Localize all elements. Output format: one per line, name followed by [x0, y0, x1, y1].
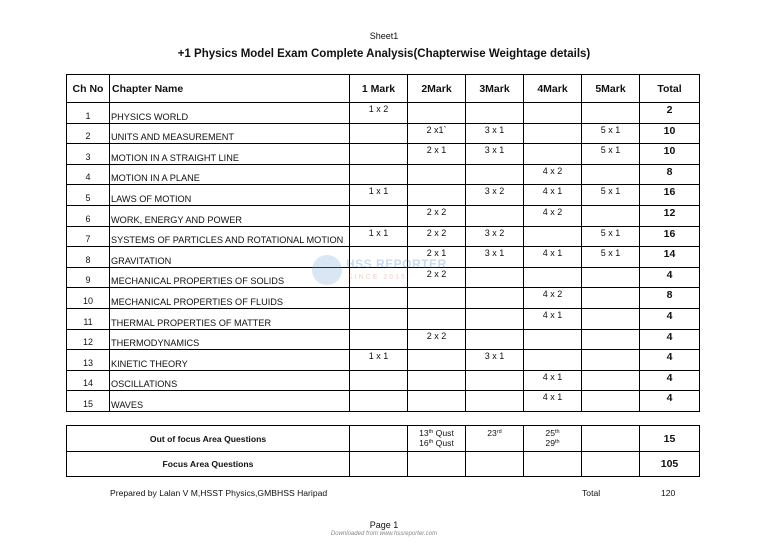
cell-1-mark	[350, 267, 408, 288]
cell-2-mark: 2 x 2	[408, 226, 466, 247]
table-row	[67, 123, 700, 144]
cell-3-mark	[466, 267, 524, 288]
cell-3-mark	[466, 103, 524, 124]
summary-table	[66, 425, 700, 477]
cell-2-mark	[408, 308, 466, 329]
cell-2-mark: 2 x1`	[408, 123, 466, 144]
cell-3-mark	[466, 370, 524, 391]
cell-2-mark	[408, 391, 466, 412]
cell-chapter-name: WAVES	[110, 391, 350, 412]
cell-2-mark	[408, 103, 466, 124]
table-row	[67, 103, 700, 124]
table-row	[67, 144, 700, 165]
cell-1-mark	[350, 288, 408, 309]
cell-2-mark	[408, 370, 466, 391]
page-number: Page 1	[369, 520, 399, 530]
cell-ch-no: 12	[67, 329, 110, 350]
cell-total: 4	[640, 350, 700, 371]
cell-3-mark	[466, 205, 524, 226]
cell-1-mark	[350, 247, 408, 268]
cell-chapter-name: SYSTEMS OF PARTICLES AND ROTATIONAL MOTION	[110, 226, 350, 247]
cell-5-mark	[582, 103, 640, 124]
table-row	[67, 185, 700, 206]
cell-4-mark	[524, 267, 582, 288]
cell-3-mark	[466, 391, 524, 412]
cell-5-mark	[582, 370, 640, 391]
focus-total: 105	[640, 452, 700, 477]
col-header-5-mark: 5Mark	[582, 75, 640, 103]
cell-chapter-name: MOTION IN A STRAIGHT LINE	[110, 144, 350, 165]
cell-chapter-name: WORK, ENERGY AND POWER	[110, 205, 350, 226]
cell-3-mark: 3 x 1	[466, 247, 524, 268]
table-row	[67, 164, 700, 185]
out-of-focus-2-mark-q1-text: Qust	[433, 428, 454, 438]
focus-2-mark	[408, 452, 466, 477]
cell-5-mark: 5 x 1	[582, 123, 640, 144]
out-of-focus-label: Out of focus Area Questions	[67, 426, 350, 452]
cell-ch-no: 9	[67, 267, 110, 288]
cell-4-mark	[524, 226, 582, 247]
out-of-focus-4-mark	[524, 426, 582, 452]
cell-5-mark	[582, 350, 640, 371]
cell-3-mark	[466, 308, 524, 329]
out-of-focus-2-mark-q2-sup: th	[428, 439, 434, 445]
cell-4-mark	[524, 329, 582, 350]
cell-5-mark: 5 x 1	[582, 247, 640, 268]
cell-5-mark	[582, 288, 640, 309]
cell-1-mark	[350, 391, 408, 412]
cell-3-mark: 3 x 1	[466, 144, 524, 165]
cell-chapter-name: GRAVITATION	[110, 247, 350, 268]
cell-5-mark: 5 x 1	[582, 226, 640, 247]
cell-total: 16	[640, 185, 700, 206]
out-of-focus-total: 15	[640, 426, 700, 452]
cell-ch-no: 8	[67, 247, 110, 268]
out-of-focus-4-mark-q2-sup: th	[554, 439, 560, 445]
cell-total: 4	[640, 370, 700, 391]
cell-total: 8	[640, 288, 700, 309]
cell-ch-no: 10	[67, 288, 110, 309]
cell-total: 10	[640, 123, 700, 144]
cell-total: 2	[640, 103, 700, 124]
table-row	[67, 350, 700, 371]
watermark-line2: SINCE 2015	[348, 274, 407, 281]
cell-ch-no: 11	[67, 308, 110, 329]
cell-chapter-name: MECHANICAL PROPERTIES OF FLUIDS	[110, 288, 350, 309]
grand-total-value: 120	[661, 488, 676, 498]
cell-1-mark: 1 x 2	[350, 103, 408, 124]
cell-chapter-name: MECHANICAL PROPERTIES OF SOLIDS	[110, 267, 350, 288]
cell-2-mark: 2 x 1	[408, 247, 466, 268]
table-row	[67, 267, 700, 288]
cell-ch-no: 6	[67, 205, 110, 226]
cell-3-mark: 3 x 2	[466, 226, 524, 247]
cell-chapter-name: PHYSICS WORLD	[110, 103, 350, 124]
col-header-chapter-name: Chapter Name	[110, 75, 350, 103]
cell-total: 4	[640, 267, 700, 288]
out-of-focus-3-mark	[466, 426, 524, 452]
focus-label: Focus Area Questions	[67, 452, 350, 477]
cell-ch-no: 7	[67, 226, 110, 247]
cell-2-mark: 2 x 1	[408, 144, 466, 165]
out-of-focus-3-mark-num: 23	[487, 428, 497, 438]
cell-1-mark: 1 x 1	[350, 185, 408, 206]
cell-5-mark	[582, 205, 640, 226]
cell-total: 16	[640, 226, 700, 247]
cell-chapter-name: LAWS OF MOTION	[110, 185, 350, 206]
cell-ch-no: 1	[67, 103, 110, 124]
cell-3-mark	[466, 329, 524, 350]
cell-4-mark: 4 x 1	[524, 370, 582, 391]
cell-3-mark	[466, 164, 524, 185]
out-of-focus-2-mark-q1-num: 13	[419, 428, 429, 438]
out-of-focus-2-mark-q1-sup: th	[428, 429, 434, 435]
cell-chapter-name: THERMAL PROPERTIES OF MATTER	[110, 308, 350, 329]
cell-4-mark: 4 x 1	[524, 308, 582, 329]
cell-3-mark: 3 x 2	[466, 185, 524, 206]
cell-4-mark	[524, 123, 582, 144]
col-header-2-mark: 2Mark	[408, 75, 466, 103]
table-row	[67, 308, 700, 329]
cell-5-mark	[582, 267, 640, 288]
cell-2-mark: 2 x 2	[408, 329, 466, 350]
cell-chapter-name: KINETIC THEORY	[110, 350, 350, 371]
cell-chapter-name: OSCILLATIONS	[110, 370, 350, 391]
focus-row	[67, 452, 700, 477]
table-row	[67, 247, 700, 268]
cell-4-mark: 4 x 1	[524, 247, 582, 268]
out-of-focus-4-mark-q1-num: 25	[545, 428, 555, 438]
col-header-ch-no: Ch No	[67, 75, 110, 103]
header-row	[67, 75, 700, 103]
cell-ch-no: 13	[67, 350, 110, 371]
cell-2-mark	[408, 164, 466, 185]
cell-5-mark: 5 x 1	[582, 144, 640, 165]
cell-1-mark	[350, 164, 408, 185]
cell-1-mark	[350, 329, 408, 350]
table-row	[67, 226, 700, 247]
out-of-focus-2-mark-q2-num: 16	[419, 438, 429, 448]
cell-chapter-name: THERMODYNAMICS	[110, 329, 350, 350]
cell-1-mark	[350, 205, 408, 226]
cell-total: 4	[640, 308, 700, 329]
cell-3-mark: 3 x 1	[466, 350, 524, 371]
col-header-3-mark: 3Mark	[466, 75, 524, 103]
out-of-focus-3-mark-sup: rd	[496, 429, 502, 435]
cell-2-mark: 2 x 2	[408, 205, 466, 226]
cell-total: 4	[640, 329, 700, 350]
cell-4-mark: 4 x 2	[524, 288, 582, 309]
cell-1-mark	[350, 308, 408, 329]
cell-4-mark: 4 x 2	[524, 205, 582, 226]
cell-1-mark: 1 x 1	[350, 226, 408, 247]
out-of-focus-2-mark-q2-text: Qust	[433, 438, 454, 448]
download-note: Downloaded from www.hssreporter.com	[330, 531, 438, 537]
cell-4-mark: 4 x 1	[524, 185, 582, 206]
cell-ch-no: 4	[67, 164, 110, 185]
cell-chapter-name: MOTION IN A PLANE	[110, 164, 350, 185]
out-of-focus-5-mark	[582, 426, 640, 452]
cell-total: 8	[640, 164, 700, 185]
cell-1-mark: 1 x 1	[350, 350, 408, 371]
table-row	[67, 288, 700, 309]
col-header-total: Total	[640, 75, 700, 103]
cell-1-mark	[350, 144, 408, 165]
out-of-focus-1-mark	[350, 426, 408, 452]
cell-3-mark: 3 x 1	[466, 123, 524, 144]
out-of-focus-4-mark-q1-sup: th	[554, 429, 560, 435]
chapter-weightage-table	[66, 74, 700, 412]
cell-2-mark: 2 x 2	[408, 267, 466, 288]
cell-4-mark: 4 x 2	[524, 164, 582, 185]
cell-total: 14	[640, 247, 700, 268]
cell-5-mark	[582, 164, 640, 185]
cell-4-mark: 4 x 1	[524, 391, 582, 412]
out-of-focus-2-mark	[408, 426, 466, 452]
cell-ch-no: 5	[67, 185, 110, 206]
col-header-4-mark: 4Mark	[524, 75, 582, 103]
out-of-focus-4-mark-q2-num: 29	[545, 438, 555, 448]
table-row	[67, 205, 700, 226]
cell-4-mark	[524, 350, 582, 371]
cell-2-mark	[408, 288, 466, 309]
cell-5-mark	[582, 308, 640, 329]
prepared-by: Prepared by Lalan V M,HSST Physics,GMBHSS Haripad	[110, 488, 328, 498]
cell-5-mark	[582, 391, 640, 412]
cell-2-mark	[408, 185, 466, 206]
cell-2-mark	[408, 350, 466, 371]
cell-5-mark	[582, 329, 640, 350]
cell-total: 10	[640, 144, 700, 165]
cell-ch-no: 3	[67, 144, 110, 165]
page-title: +1 Physics Model Exam Complete Analysis(Chapterwise Weightage details)	[177, 48, 591, 60]
cell-1-mark	[350, 370, 408, 391]
table-row	[67, 391, 700, 412]
col-header-1-mark: 1 Mark	[350, 75, 408, 103]
grand-total-label: Total	[582, 488, 601, 498]
cell-chapter-name: UNITS AND MEASUREMENT	[110, 123, 350, 144]
focus-1-mark	[350, 452, 408, 477]
cell-4-mark	[524, 144, 582, 165]
cell-3-mark	[466, 288, 524, 309]
cell-total: 4	[640, 391, 700, 412]
table-row	[67, 370, 700, 391]
cell-ch-no: 2	[67, 123, 110, 144]
watermark-line1: HSS REPORTER	[346, 257, 447, 271]
sheet-name: Sheet1	[369, 31, 399, 41]
cell-1-mark	[350, 123, 408, 144]
cell-4-mark	[524, 103, 582, 124]
cell-5-mark: 5 x 1	[582, 185, 640, 206]
out-of-focus-row	[67, 426, 700, 452]
cell-ch-no: 14	[67, 370, 110, 391]
cell-ch-no: 15	[67, 391, 110, 412]
cell-total: 12	[640, 205, 700, 226]
focus-5-mark	[582, 452, 640, 477]
focus-3-mark	[466, 452, 524, 477]
focus-4-mark	[524, 452, 582, 477]
table-row	[67, 329, 700, 350]
